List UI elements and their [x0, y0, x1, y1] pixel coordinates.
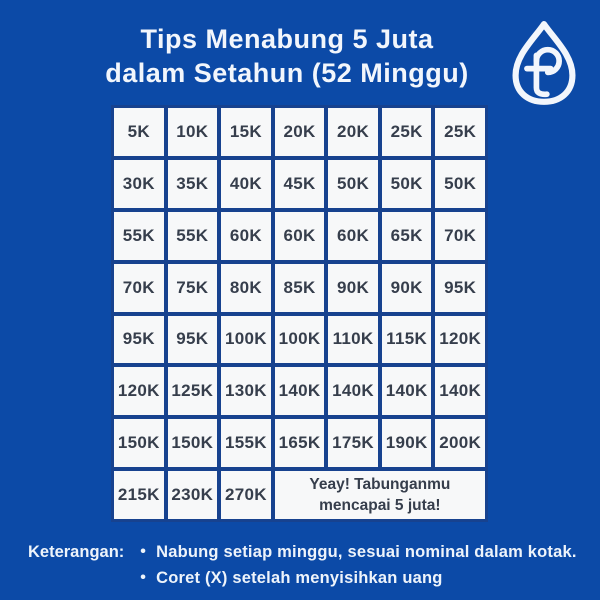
savings-cell: 20K — [275, 108, 325, 156]
savings-cell: 55K — [114, 212, 164, 260]
savings-cell: 20K — [328, 108, 378, 156]
legend-item-text: Coret (X) setelah menyisihkan uang — [156, 569, 443, 587]
savings-cell: 230K — [168, 471, 218, 519]
savings-cell: 200K — [435, 419, 485, 467]
savings-cell: 55K — [168, 212, 218, 260]
savings-cell: 95K — [114, 316, 164, 364]
savings-cell: 90K — [328, 264, 378, 312]
savings-cell: 215K — [114, 471, 164, 519]
savings-cell: 45K — [275, 160, 325, 208]
savings-cell: 150K — [114, 419, 164, 467]
savings-cell: 50K — [382, 160, 432, 208]
savings-cell: 95K — [435, 264, 485, 312]
savings-cell: 5K — [114, 108, 164, 156]
savings-cell: 100K — [221, 316, 271, 364]
savings-cell: 30K — [114, 160, 164, 208]
savings-cell: 140K — [382, 367, 432, 415]
savings-cell: 75K — [168, 264, 218, 312]
savings-cell: 60K — [221, 212, 271, 260]
savings-cell: 90K — [382, 264, 432, 312]
legend-item-text: Nabung setiap minggu, sesuai nominal dalam kotak. — [156, 543, 577, 561]
savings-cell: 40K — [221, 160, 271, 208]
savings-cell: 70K — [435, 212, 485, 260]
savings-cell: 85K — [275, 264, 325, 312]
savings-cell: 60K — [328, 212, 378, 260]
bullet-icon: • — [140, 543, 147, 560]
savings-cell: 140K — [328, 367, 378, 415]
savings-cell: 60K — [275, 212, 325, 260]
savings-cell: 50K — [435, 160, 485, 208]
savings-cell: 130K — [221, 367, 271, 415]
savings-cell: 65K — [382, 212, 432, 260]
goal-message-line-1: Yeay! Tabunganmu — [309, 476, 451, 494]
savings-cell: 95K — [168, 316, 218, 364]
savings-cell: 165K — [275, 419, 325, 467]
savings-cell: 190K — [382, 419, 432, 467]
leaf-t-brand-logo — [508, 19, 580, 105]
savings-cell: 15K — [221, 108, 271, 156]
savings-cell: 100K — [275, 316, 325, 364]
title-line-2: dalam Setahun (52 Minggu) — [105, 58, 469, 88]
goal-message-line-2: mencapai 5 juta! — [319, 497, 441, 515]
savings-cell: 140K — [275, 367, 325, 415]
savings-cell: 35K — [168, 160, 218, 208]
savings-cell: 155K — [221, 419, 271, 467]
savings-cell: 140K — [435, 367, 485, 415]
legend-list — [140, 539, 576, 591]
goal-cell — [275, 471, 485, 519]
legend-item — [140, 539, 576, 565]
savings-cell: 50K — [328, 160, 378, 208]
leaf-icon — [508, 19, 580, 105]
savings-grid — [111, 105, 488, 522]
savings-cell: 80K — [221, 264, 271, 312]
savings-cell: 270K — [221, 471, 271, 519]
savings-cell: 150K — [168, 419, 218, 467]
legend-item — [140, 565, 576, 591]
page-title — [37, 22, 537, 90]
legend-label: Keterangan: — [28, 543, 125, 561]
savings-cell: 25K — [435, 108, 485, 156]
legend — [28, 539, 588, 591]
savings-cell: 110K — [328, 316, 378, 364]
savings-cell: 25K — [382, 108, 432, 156]
savings-cell: 70K — [114, 264, 164, 312]
savings-cell: 125K — [168, 367, 218, 415]
savings-cell: 120K — [114, 367, 164, 415]
savings-cell: 115K — [382, 316, 432, 364]
title-line-1: Tips Menabung 5 Juta — [140, 24, 434, 54]
savings-cell: 120K — [435, 316, 485, 364]
savings-cell: 10K — [168, 108, 218, 156]
bullet-icon: • — [140, 569, 147, 586]
savings-cell: 175K — [328, 419, 378, 467]
